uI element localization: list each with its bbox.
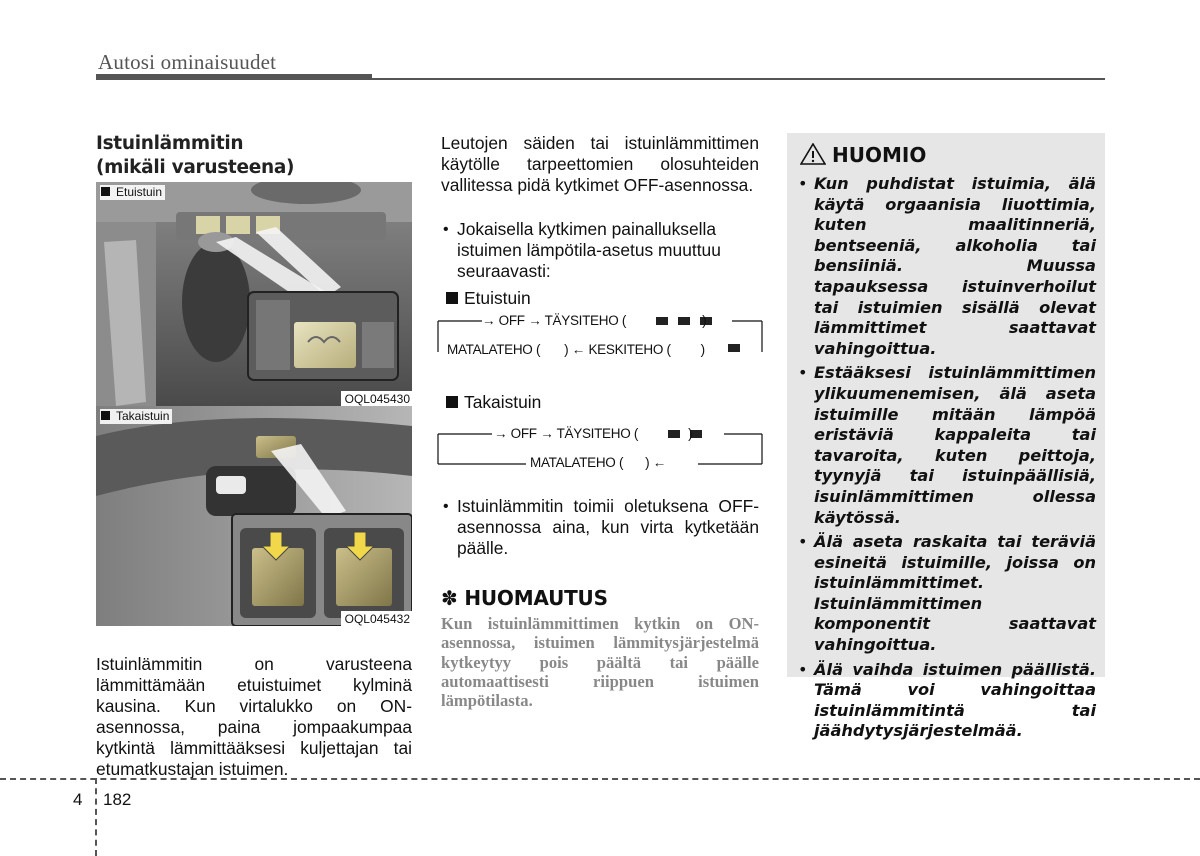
- front-diagram-bottom-text: [447, 342, 705, 357]
- bullet-text: Jokaisella kytkimen painalluksella istuimen lämpötila-asetus muuttuu seuraavasti:: [457, 219, 721, 281]
- running-header: Autosi ominaisuudet: [98, 50, 277, 74]
- caution-item: [796, 174, 1096, 359]
- rear-figure-label-text: Takaistuin: [116, 409, 170, 423]
- caution-list: [796, 174, 1096, 746]
- bullet-dot: •: [798, 363, 808, 383]
- rear-diagram-low-label: MATALATEHO (: [530, 455, 624, 470]
- page-number: 182: [103, 790, 132, 809]
- bullet-dot: •: [443, 221, 449, 238]
- square-bullet-icon: [446, 396, 458, 408]
- caution-item: [796, 532, 1096, 656]
- section-heading: [96, 132, 416, 180]
- rear-figure-code: OQL045432: [341, 611, 412, 626]
- warning-triangle-icon: [800, 143, 826, 165]
- front-seat-figure: [96, 182, 412, 406]
- bullet-dot: •: [798, 174, 808, 193]
- front-console-illustration: [96, 182, 412, 406]
- bullet-dot: •: [443, 498, 449, 515]
- caution-item-text: Älä aseta raskaita tai teräviä esineitä istuimille, joissa on istuinlämmittimet. Istuinlämmittimen komponentit saattavat vahingoittua.: [814, 532, 1096, 655]
- front-seat-subtitle: [446, 288, 531, 309]
- bullet-item: [441, 496, 759, 559]
- rear-diagram-bottom-text: [530, 455, 666, 470]
- front-diagram-low-label: MATALATEHO (: [447, 342, 541, 357]
- rear-seat-subtitle-text: Takaistuin: [464, 392, 542, 412]
- heat-level-1-icon: [728, 344, 740, 352]
- header-rule-thick: [96, 74, 372, 80]
- note-heading: ✽ HUOMAUTUS: [441, 586, 608, 610]
- caution-item: [796, 660, 1096, 742]
- front-seat-subtitle-text: Etuistuin: [464, 288, 531, 308]
- bullet-dot: •: [798, 659, 808, 679]
- page-chapter: 4: [73, 790, 83, 809]
- rear-seat-subtitle: [446, 392, 541, 413]
- front-diagram-top-text: [482, 313, 706, 328]
- caution-item-text: Älä vaihda istuimen päällistä. Tämä voi vahingoittaa istuinlämmitintä tai jäähdytysjärjestelmää.: [814, 659, 1096, 741]
- rear-diagram-top-close: ): [688, 426, 693, 441]
- header-rule-thin: [372, 78, 1105, 80]
- rear-diagram-bottom-close: ) ←: [645, 455, 667, 470]
- left-body-paragraph: Istuinlämmitin on varusteena lämmittämään etuistuimet kylminä kausina. Kun virtalukko on ON-asennossa, paina jompaakumpaa kytkintä lämmittääksesi kuljettajan tai etumatkustajan istuimen.: [96, 654, 412, 779]
- caution-item: [796, 363, 1096, 528]
- front-diagram-top-close: ): [702, 313, 707, 328]
- front-figure-label: [100, 185, 165, 200]
- front-diagram-bottom-close: ): [700, 342, 705, 357]
- front-figure-code: OQL045430: [341, 391, 412, 406]
- rear-figure-label: [100, 409, 172, 424]
- front-figure-label-text: Etuistuin: [116, 185, 163, 199]
- rear-diagram-top-text: [494, 426, 692, 441]
- bullet-item: [441, 219, 759, 282]
- caution-heading-text: HUOMIO: [832, 143, 927, 167]
- middle-intro-paragraph: Leutojen säiden tai istuinlämmittimen käytölle tarpeettomien olosuhteiden vallitessa pidä kytkimet OFF-asennossa.: [441, 133, 759, 195]
- note-body: Kun istuinlämmittimen kytkin on ON-asennossa, istuimen lämmitysjärjestelmä kytkeytyy pois päältä tai päälle automaattisesti riippuen istuimen lämpötilasta.: [441, 614, 759, 711]
- square-bullet-icon: [446, 292, 458, 304]
- front-diagram-mid-label: ) ← KESKITEHO (: [564, 342, 671, 357]
- rear-seat-figure: [96, 406, 412, 626]
- rear-diagram-top-label: → OFF → TÄYSITEHO (: [494, 426, 639, 441]
- square-bullet-icon: [101, 411, 110, 420]
- bullet-dot: •: [798, 532, 808, 552]
- footer-dashed-line: [0, 778, 1200, 780]
- section-heading-line2: (mikäli varusteena): [96, 157, 295, 178]
- caution-heading: [800, 143, 926, 167]
- caution-item-text: Kun puhdistat istuimia, älä käytä orgaanisia liuottimia, kuten maalitinneriä, bentseeniä, alkoholia tai bensiiniä. Muussa tapauksessa istuinverhoilut tai istuimien sisällä olevat lämmittimet saattavat vahingoittua.: [814, 174, 1096, 358]
- rear-door-illustration: [96, 406, 412, 626]
- section-heading-line1: Istuinlämmitin: [96, 133, 244, 154]
- bullet-text: Istuinlämmitin toimii oletuksena OFF-asennossa aina, kun virta kytketään päälle.: [457, 496, 759, 558]
- caution-item-text: Estääksesi istuinlämmittimen ylikuumenemisen, älä aseta istuimille mitään lämpöä eristäviä kappaleita tai tavaroita, kuten peittoja, tyynyjä tai istuinpäällisiä, isuinlämmittimen ollessa käytössä.: [814, 363, 1096, 527]
- front-diagram-top-label: → OFF → TÄYSITEHO (: [482, 313, 627, 328]
- footer-dashed-divider: [95, 778, 97, 856]
- square-bullet-icon: [101, 187, 110, 196]
